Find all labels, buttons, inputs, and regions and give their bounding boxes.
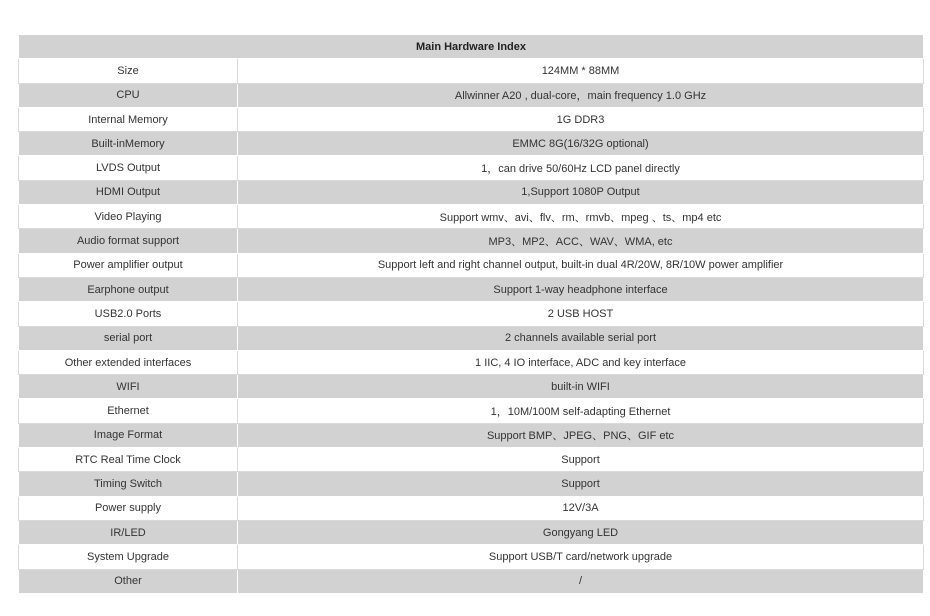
spec-label-cell: IR/LED <box>19 520 238 544</box>
spec-label-cell: Video Playing <box>19 205 238 229</box>
spec-label-cell: serial port <box>19 326 238 350</box>
table-row <box>19 399 924 423</box>
spec-label-cell: Other extended interfaces <box>19 350 238 374</box>
spec-label-cell: WIFI <box>19 375 238 399</box>
spec-value-cell: Support wmv、avi、flv、rm、rmvb、mpeg 、ts、mp4 etc <box>238 205 924 229</box>
spec-label-cell: System Upgrade <box>19 545 238 569</box>
spec-value-cell: Allwinner A20 , dual-core，main frequency 1.0 GHz <box>238 83 924 107</box>
spec-label-cell: Timing Switch <box>19 472 238 496</box>
spec-value-cell: 2 channels available serial port <box>238 326 924 350</box>
spec-label-cell: Earphone output <box>19 277 238 301</box>
spec-value-cell: / <box>238 569 924 593</box>
spec-value-cell: 12V/3A <box>238 496 924 520</box>
spec-value-cell: Support 1-way headphone interface <box>238 277 924 301</box>
spec-value-cell: Support BMP、JPEG、PNG、GIF etc <box>238 423 924 447</box>
spec-label-cell: Power supply <box>19 496 238 520</box>
table-row <box>19 180 924 204</box>
spec-value-cell: EMMC 8G(16/32G optional) <box>238 132 924 156</box>
spec-value-cell: 124MM * 88MM <box>238 59 924 83</box>
table-row <box>19 545 924 569</box>
spec-value-cell: Gongyang LED <box>238 520 924 544</box>
spec-label-cell: Built-inMemory <box>19 132 238 156</box>
table-row <box>19 520 924 544</box>
table-row <box>19 448 924 472</box>
table-row <box>19 83 924 107</box>
spec-label-cell: Image Format <box>19 423 238 447</box>
spec-value-cell: Support USB/T card/network upgrade <box>238 545 924 569</box>
spec-label-cell: Power amplifier output <box>19 253 238 277</box>
table-row <box>19 423 924 447</box>
spec-value-cell: Support <box>238 448 924 472</box>
spec-value-cell: built-in WIFI <box>238 375 924 399</box>
table-row <box>19 569 924 593</box>
spec-value-cell: Support left and right channel output, built-in dual 4R/20W, 8R/10W power amplifier <box>238 253 924 277</box>
hardware-spec-table <box>18 34 924 594</box>
table-row <box>19 229 924 253</box>
spec-label-cell: Audio format support <box>19 229 238 253</box>
table-row <box>19 277 924 301</box>
spec-value-cell: 1，can drive 50/60Hz LCD panel directly <box>238 156 924 180</box>
spec-label-cell: CPU <box>19 83 238 107</box>
table-row <box>19 302 924 326</box>
table-row <box>19 472 924 496</box>
table-header-row <box>19 35 924 59</box>
spec-label-cell: Size <box>19 59 238 83</box>
table-row <box>19 375 924 399</box>
spec-label-cell: Other <box>19 569 238 593</box>
spec-value-cell: 1，10M/100M self-adapting Ethernet <box>238 399 924 423</box>
spec-value-cell: 2 USB HOST <box>238 302 924 326</box>
spec-table-body <box>19 35 924 594</box>
table-row <box>19 132 924 156</box>
table-row <box>19 326 924 350</box>
spec-value-cell: MP3、MP2、ACC、WAV、WMA, etc <box>238 229 924 253</box>
spec-value-cell: 1G DDR3 <box>238 107 924 131</box>
spec-label-cell: USB2.0 Ports <box>19 302 238 326</box>
table-row <box>19 205 924 229</box>
spec-label-cell: Internal Memory <box>19 107 238 131</box>
table-row <box>19 253 924 277</box>
spec-label-cell: HDMI Output <box>19 180 238 204</box>
table-row <box>19 350 924 374</box>
spec-value-cell: 1,Support 1080P Output <box>238 180 924 204</box>
spec-label-cell: RTC Real Time Clock <box>19 448 238 472</box>
spec-label-cell: Ethernet <box>19 399 238 423</box>
table-title: Main Hardware Index <box>19 35 924 59</box>
spec-value-cell: Support <box>238 472 924 496</box>
table-row <box>19 107 924 131</box>
table-row <box>19 156 924 180</box>
table-row <box>19 59 924 83</box>
spec-value-cell: 1 IIC, 4 IO interface, ADC and key interface <box>238 350 924 374</box>
table-row <box>19 496 924 520</box>
spec-label-cell: LVDS Output <box>19 156 238 180</box>
